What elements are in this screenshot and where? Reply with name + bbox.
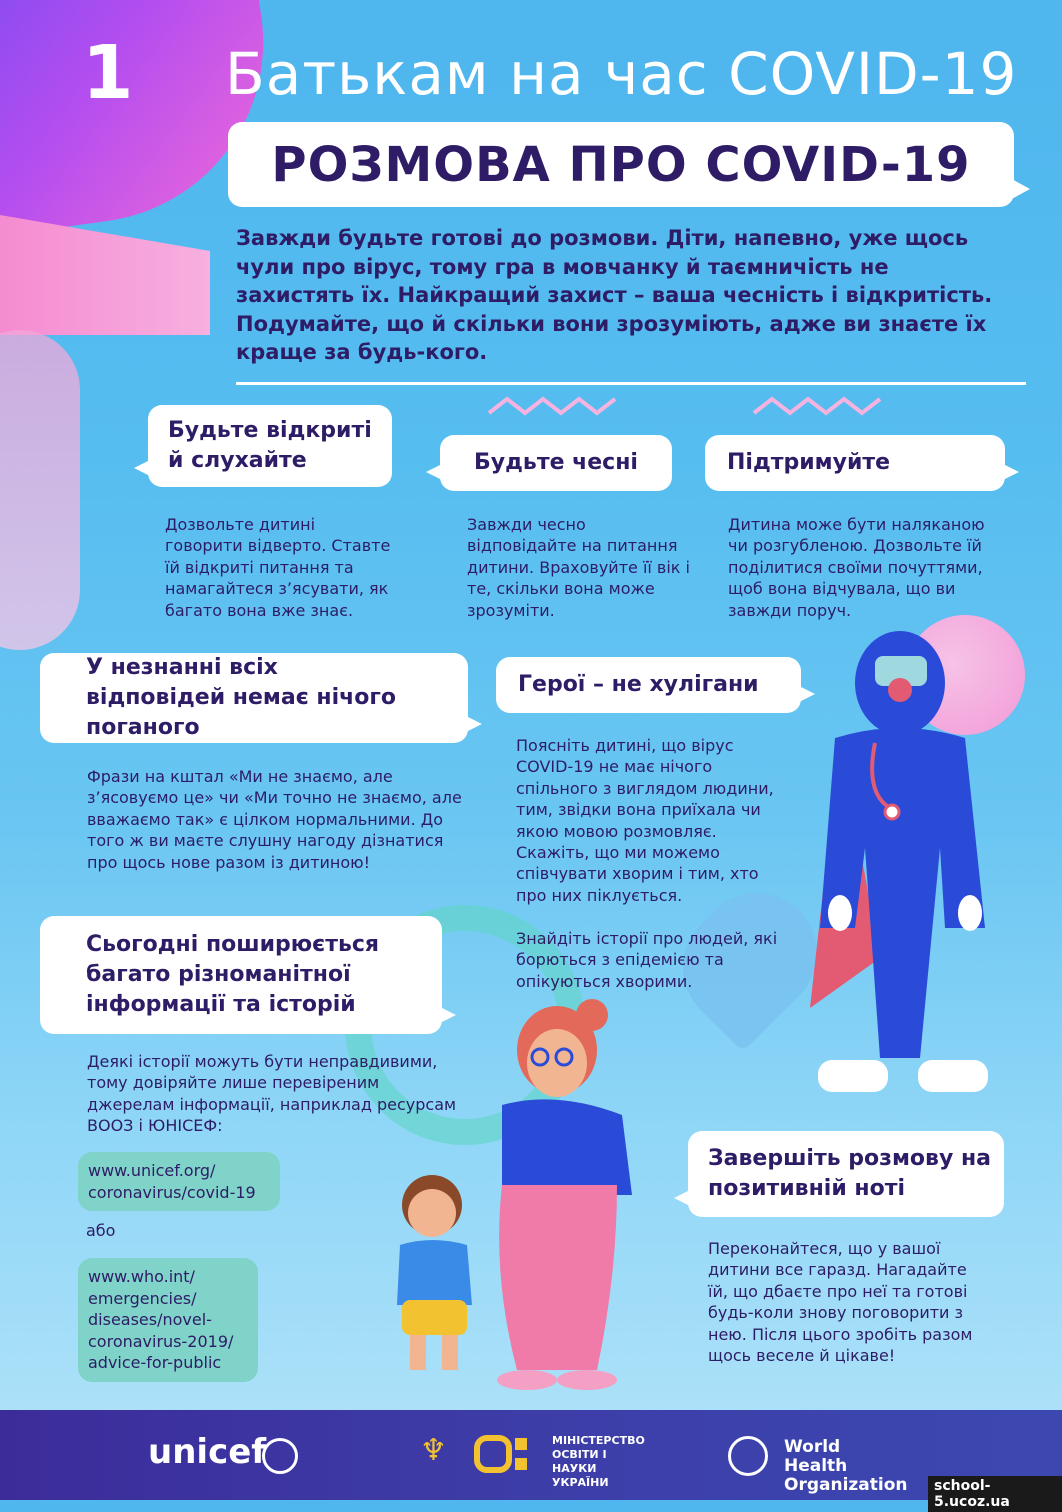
zigzag-decor	[487, 395, 627, 417]
section-title-info: Сьогодні поширюється багато різноманітної інформації та історій	[86, 932, 380, 1017]
zigzag-decor	[752, 395, 892, 417]
page-subtitle: Батькам на час COVID-19	[225, 40, 1018, 108]
doctor-illustration	[770, 628, 1020, 1100]
section-title-not-knowing: У незнанні всіх відповідей немає нічого поганого	[86, 655, 396, 740]
section-text-support: Дитина може бути наляканою чи розгубленою. Дозвольте їй поділитися своїми почуттями, щоб вона відчувала, що ви завжди поруч.	[728, 515, 985, 620]
link-who[interactable]: www.who.int/ emergencies/ diseases/novel- coronavirus-2019/ advice-for-public	[78, 1258, 258, 1382]
divider	[236, 382, 1026, 385]
bubble-open	[148, 405, 392, 487]
title-banner	[228, 122, 1014, 207]
bubble-heroes	[496, 657, 801, 713]
section-text-honest: Завжди чесно відповідайте на питання дитини. Враховуйте її вік і те, скільки вона може зрозуміти.	[467, 515, 690, 620]
intro-text: Завжди будьте готові до розмови. Діти, напевно, уже щось чули про вірус, тому гра в мовчанку й таємничість не захистять їх. Найкращий захист – ваша чесність і відкритість. Подумайте, що й скільки вони зрозуміють, адже ви знаєте їх краще за будь-кого.	[236, 226, 993, 364]
section-text-info: Деякі історії можуть бути неправдивими, тому довіряйте лише перевіреним джерелам інформації, наприклад ресурсам ВООЗ і ЮНІСЕФ:	[87, 1052, 457, 1136]
section-text-finish: Переконайтеся, що у вашої дитини все гаразд. Нагадайте їй, що дбаєте про неї та готові будь-коли знову поговорити з нею. Після цього зробіть разом щось веселе й цікаве!	[708, 1239, 973, 1366]
section-text-open: Дозвольте дитині говорити відверто. Ставте їй відкриті питання та намагайтеся з’ясувати, як багато вона вже знає.	[165, 515, 391, 620]
bubble-not-knowing	[40, 653, 468, 743]
family-illustration	[352, 995, 672, 1395]
section-text-heroes-2: Знайдіть історії про людей, які борються з епідемією та опікуються хворими.	[516, 929, 778, 991]
trident-icon: ♆	[420, 1433, 447, 1468]
or-text: або	[86, 1221, 116, 1240]
section-title-honest: Будьте чесні	[474, 450, 638, 475]
ministry-logo-icon	[475, 1434, 545, 1474]
who-emblem-icon	[728, 1436, 768, 1476]
section-title-heroes: Герої – не хулігани	[518, 672, 759, 697]
decor-blob-pink	[0, 215, 210, 335]
ministry-name: МІНІСТЕРСТВО ОСВІТИ І НАУКИ УКРАЇНИ	[552, 1434, 645, 1489]
bubble-honest	[440, 435, 672, 491]
page-title: РОЗМОВА ПРО COVID-19	[271, 136, 971, 193]
link-unicef[interactable]: www.unicef.org/ coronavirus/covid-19	[78, 1152, 280, 1211]
section-title-open: Будьте відкриті й слухайте	[168, 418, 372, 473]
bubble-support	[705, 435, 1005, 491]
page-number: 1	[82, 30, 134, 116]
section-title-finish: Завершіть розмову на позитивній ноті	[708, 1146, 992, 1201]
unicef-logo: unicef	[148, 1432, 267, 1472]
globe-icon	[262, 1438, 298, 1474]
section-text-not-knowing: Фрази на кштал «Ми не знаємо, але з’ясовуємо це» чи «Ми точно не знаємо, але вважаємо так» є цілком нормальними. До того ж ви маєте слушну нагоду дізнатися про щось нове разом із дитиною!	[87, 767, 462, 872]
watermark: school-5.ucoz.ua	[928, 1476, 1062, 1512]
bubble-finish	[688, 1131, 1004, 1217]
decor-blob-left	[0, 330, 80, 650]
section-text-heroes: Поясніть дитині, що вірус COVID-19 не має нічого спільного з виглядом людини, тим, звідки вона приїхала чи якою мовою розмовляє. Скажіть, що ми можемо співчувати хворим і тим, хто про них піклується.	[516, 736, 774, 905]
section-title-support: Підтримуйте	[727, 450, 891, 475]
who-logo: World Health Organization	[784, 1437, 908, 1495]
